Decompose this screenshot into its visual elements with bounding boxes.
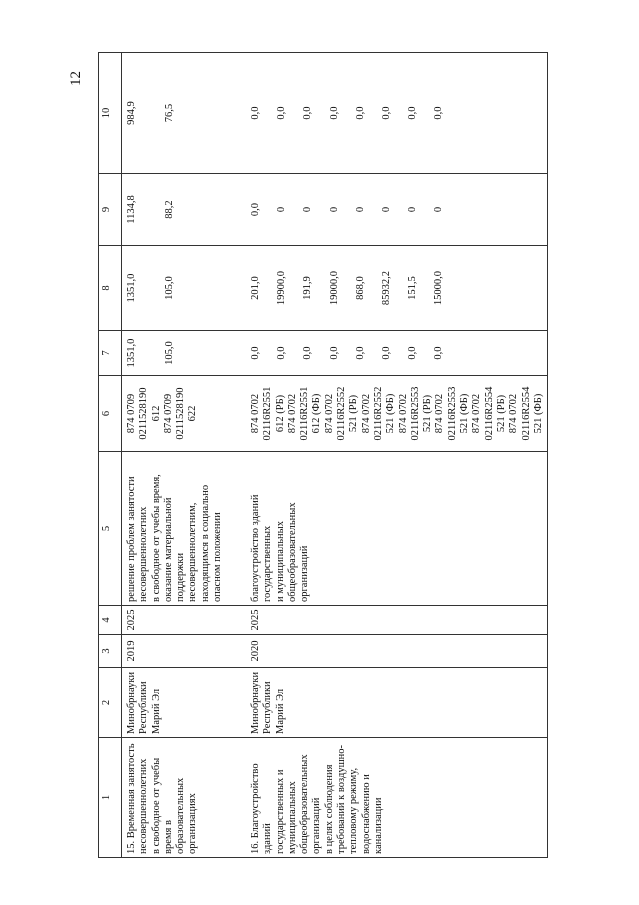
cell-line: несовершеннолетних — [138, 758, 150, 854]
cell-line: 874 0702 — [434, 393, 446, 434]
cell-line: организациях — [187, 793, 199, 854]
cell-line: 0 — [380, 206, 392, 213]
cell-line: 874 0702 — [397, 393, 409, 434]
cell-line: 1134,8 — [126, 195, 137, 224]
measure-name-cell — [236, 738, 548, 858]
cell-line: 0,0 — [276, 106, 288, 120]
cell-line: 0,0 — [328, 346, 340, 360]
cell-line: Минобрнауки — [250, 671, 261, 734]
cell-line: организаций — [299, 545, 311, 602]
cell-line: несовершеннолетних — [138, 506, 150, 602]
cell-line: 02116R2551 — [299, 386, 311, 441]
result-cell — [122, 452, 237, 606]
cell-line: Республики — [138, 681, 150, 734]
cell-line: в свободное от учебы время в — [150, 757, 174, 854]
cell-line: 1351,0 — [126, 338, 137, 368]
cell-line: 0 — [433, 206, 445, 213]
header-cell-2: 2 — [99, 668, 122, 738]
cell-line: 984,9 — [126, 101, 137, 125]
cell-line: 105,0 — [164, 341, 176, 365]
cell-line: 874 0709 — [162, 393, 174, 434]
cell-line: благоустройство зданий — [250, 494, 261, 602]
cell-line: 521 (ФБ) — [532, 393, 544, 434]
cell-line: поддержки — [175, 552, 187, 602]
cell-line: 868,0 — [354, 276, 366, 300]
cell-line: 105,0 — [164, 276, 176, 300]
cell-line: 874 0702 — [508, 393, 520, 434]
cell-line: 201,0 — [250, 276, 261, 300]
value-cell-9 — [236, 174, 548, 246]
end-year-cell: 2025 — [236, 606, 548, 635]
budget-code-cell — [122, 376, 237, 452]
cell-line: оказание материальной — [162, 497, 174, 602]
value-cell-8 — [122, 246, 237, 331]
header-row — [99, 53, 122, 858]
start-year-cell: 2020 — [236, 635, 548, 668]
cell-line: 612 (РБ) — [274, 394, 286, 433]
cell-line: 0,0 — [380, 346, 392, 360]
cell-line: 612 — [150, 405, 162, 422]
cell-line: 521 (ФБ) — [385, 393, 397, 434]
cell-line: 02116R2553 — [409, 386, 421, 441]
value-cell-10 — [236, 53, 548, 174]
cell-line: 874 0709 — [126, 393, 137, 434]
cell-line: 0211528190 — [175, 387, 187, 440]
cell-line: 874 0702 — [471, 393, 483, 434]
cell-line: 0 — [354, 206, 366, 213]
header-cell-5: 5 — [99, 452, 122, 606]
value-cell-7 — [122, 331, 237, 376]
header-cell-7: 7 — [99, 331, 122, 376]
cell-line: 0,0 — [407, 346, 419, 360]
cell-line: 0,0 — [250, 106, 261, 120]
cell-line: 02116R2551 — [262, 386, 274, 441]
cell-line: 02116R2554 — [520, 386, 532, 441]
cell-line: Республики — [262, 681, 274, 734]
end-year-cell: 2025 — [122, 606, 237, 635]
header-cell-10: 10 — [99, 53, 122, 174]
cell-line: 151,5 — [407, 276, 419, 300]
cell-line: 521 (РБ) — [348, 394, 360, 433]
cell-line: водоснабжению и — [360, 774, 372, 854]
cell-line: 19000,0 — [328, 270, 340, 306]
executor-cell — [122, 668, 237, 738]
budget-code-cell — [236, 376, 548, 452]
cell-line: 0,0 — [354, 346, 366, 360]
cell-line: общеобразовательных — [286, 502, 298, 602]
cell-line: 0,0 — [354, 106, 366, 120]
cell-line: Минобрнауки — [126, 671, 137, 734]
cell-line: государственных — [262, 525, 274, 602]
cell-line: 521 (РБ) — [495, 394, 507, 433]
executor-cell — [236, 668, 548, 738]
start-year-cell: 2019 — [122, 635, 237, 668]
cell-line: опасном положении — [212, 512, 224, 602]
cell-line: 15000,0 — [433, 270, 445, 306]
cell-line: 0,0 — [250, 346, 261, 360]
header-cell-3: 3 — [99, 635, 122, 668]
cell-line: Марий Эл — [150, 688, 162, 734]
cell-line: и муниципальных — [274, 521, 286, 602]
cell-line: 15. Временная занятость — [126, 743, 137, 854]
cell-line: 85932,2 — [380, 270, 392, 306]
header-cell-4: 4 — [99, 606, 122, 635]
cell-line: 1351,0 — [126, 273, 137, 303]
cell-line: 0,0 — [302, 346, 314, 360]
cell-line: 0 — [328, 206, 340, 213]
table-row — [236, 53, 548, 858]
cell-line: 76,5 — [164, 103, 176, 123]
cell-line: 622 — [187, 405, 199, 422]
cell-line: 874 0702 — [250, 393, 261, 434]
rotated-table-container — [98, 53, 544, 858]
value-cell-7 — [236, 331, 548, 376]
cell-line: 874 0702 — [323, 393, 335, 434]
cell-line: 612 (ФБ) — [311, 393, 323, 434]
cell-line: канализации — [372, 797, 384, 854]
cell-line: 0,0 — [276, 346, 288, 360]
result-cell — [236, 452, 548, 606]
header-cell-6: 6 — [99, 376, 122, 452]
cell-line: 19900,0 — [276, 270, 288, 306]
cell-line: 02116R2554 — [483, 386, 495, 441]
cell-line: 0 — [302, 206, 314, 213]
program-table — [98, 52, 548, 858]
cell-line: 02116R2552 — [372, 386, 384, 441]
cell-line: 0,0 — [250, 202, 261, 217]
cell-line: 521 (РБ) — [422, 394, 434, 433]
cell-line: образовательных — [175, 777, 187, 854]
cell-line: 0,0 — [433, 106, 445, 120]
cell-line: 0,0 — [433, 346, 445, 360]
cell-line: в свободное от учебы время, — [150, 474, 162, 602]
cell-line: государственных и — [274, 769, 286, 854]
cell-line: Марий Эл — [274, 688, 286, 734]
cell-line: организаций — [311, 797, 323, 854]
measure-name-cell — [122, 738, 237, 858]
cell-line: 0,0 — [302, 106, 314, 120]
table-row — [122, 53, 237, 858]
header-cell-9: 9 — [99, 174, 122, 246]
header-cell-1: 1 — [99, 738, 122, 858]
cell-line: в целях соблюдения — [323, 764, 335, 854]
header-cell-8: 8 — [99, 246, 122, 331]
cell-line: 191,9 — [302, 276, 314, 300]
cell-line: 88,2 — [164, 200, 176, 219]
cell-line: несовершеннолетним, — [187, 502, 199, 602]
value-cell-10 — [122, 53, 237, 174]
value-cell-8 — [236, 246, 548, 331]
cell-line: требований к воздушно- — [336, 744, 348, 854]
cell-line: 16. Благоустройство зданий — [250, 763, 274, 854]
cell-line: 02116R2552 — [336, 386, 348, 441]
cell-line: муниципальных — [286, 781, 298, 854]
cell-line: 0 — [276, 206, 288, 213]
cell-line: 0211528190 — [138, 387, 150, 440]
cell-line: общеобразовательных — [299, 754, 311, 854]
cell-line: находящимся в социально — [199, 484, 211, 602]
cell-line: 02116R2553 — [446, 386, 458, 441]
cell-line: 0,0 — [407, 106, 419, 120]
cell-line: 0,0 — [380, 106, 392, 120]
page-number: 12 — [68, 71, 84, 86]
cell-line: 0 — [407, 206, 419, 213]
cell-line: 521 (ФБ) — [459, 393, 471, 434]
cell-line: тепловому режиму, — [348, 767, 360, 854]
cell-line: 874 0702 — [360, 393, 372, 434]
cell-line: 874 0702 — [286, 393, 298, 434]
cell-line: 0,0 — [328, 106, 340, 120]
cell-line: решение проблем занятости — [126, 476, 137, 602]
value-cell-9 — [122, 174, 237, 246]
